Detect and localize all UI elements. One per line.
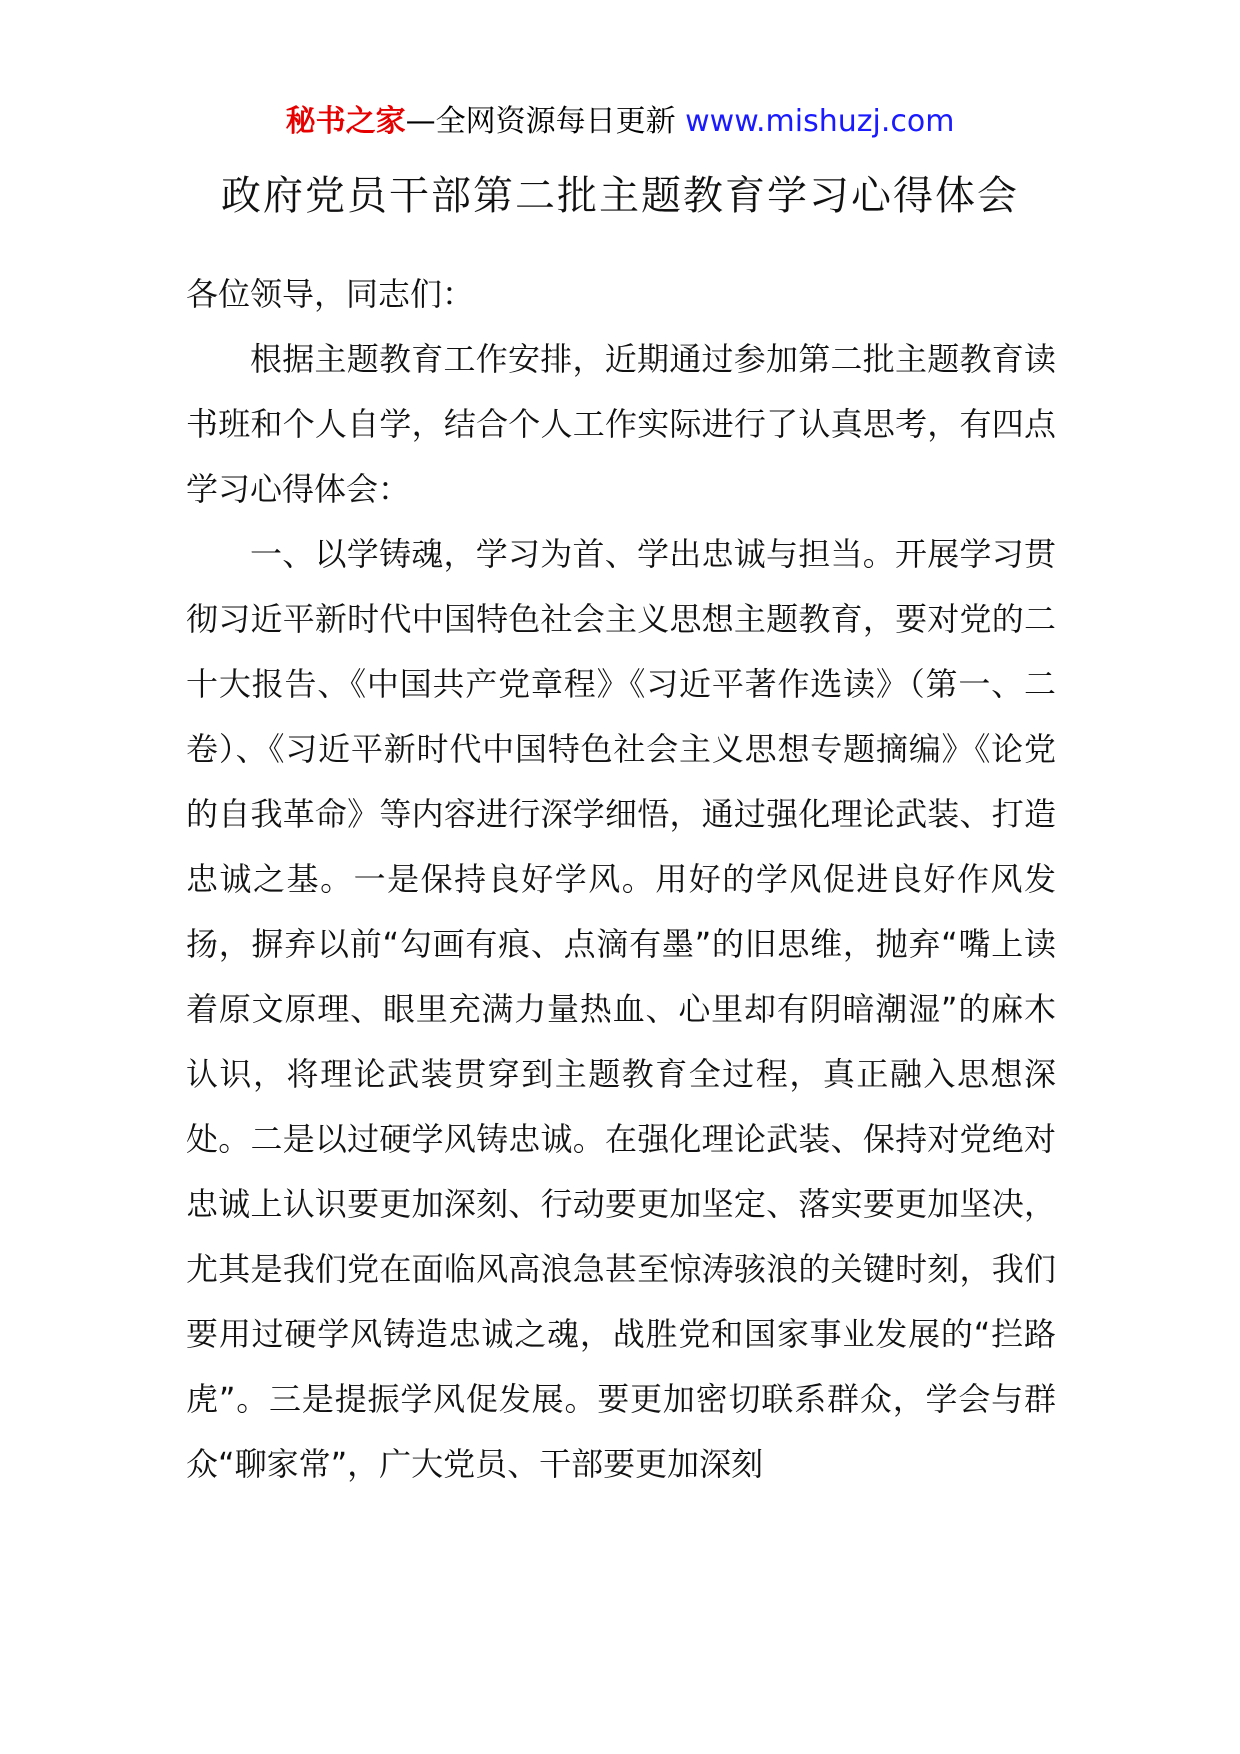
body-paragraph-1: 根据主题教育工作安排，近期通过参加第二批主题教育读书班和个人自学，结合个人工作实际进行了认真思考，有四点学习心得体会：: [186, 340, 1056, 508]
greeting-line: 各位领导，同志们：: [186, 275, 475, 313]
site-url-link[interactable]: www.mishuzj.com: [685, 104, 955, 139]
brand-name: 秘书之家: [285, 104, 406, 139]
body-paragraph-2: 一、以学铸魂，学习为首、学出忠诚与担当。开展学习贯彻习近平新时代中国特色社会主义思想主题教育，要对党的二十大报告、《中国共产党章程》《习近平著作选读》（第一、二卷）、《习近平新时代中国特色社会主义思想专题摘编》《论党的自我革命》等内容进行深学细悟，通过强化理论武装、打造忠诚之基。一是保持良好学风。用好的学风促进良好作风发扬，摒弃以前“勾画有痕、点滴有墨”的旧思维，抛弃“嘴上读着原文原理、眼里充满力量热血、心里却有阴暗潮湿”的麻木认识，将理论武装贯穿到主题教育全过程，真正融入思想深处。二是以过硬学风铸忠诚。在强化理论武装、保持对党绝对忠诚上认识要更加深刻、行动要更加坚定、落实要更加坚决，尤其是我们党在面临风高浪急甚至惊涛骇浪的关键时刻，我们要用过硬学风铸造忠诚之魂，战胜党和国家事业发展的“拦路虎”。三是提振学风促发展。要更加密切联系群众，学会与群众“聊家常”，广大党员、干部要更加深刻: [186, 535, 1056, 1483]
site-header: [0, 102, 1240, 142]
document-title: 政府党员干部第二批主题教育学习心得体会: [221, 173, 1019, 219]
document-body: [186, 262, 1056, 1497]
header-tagline: —全网资源每日更新: [405, 104, 676, 139]
